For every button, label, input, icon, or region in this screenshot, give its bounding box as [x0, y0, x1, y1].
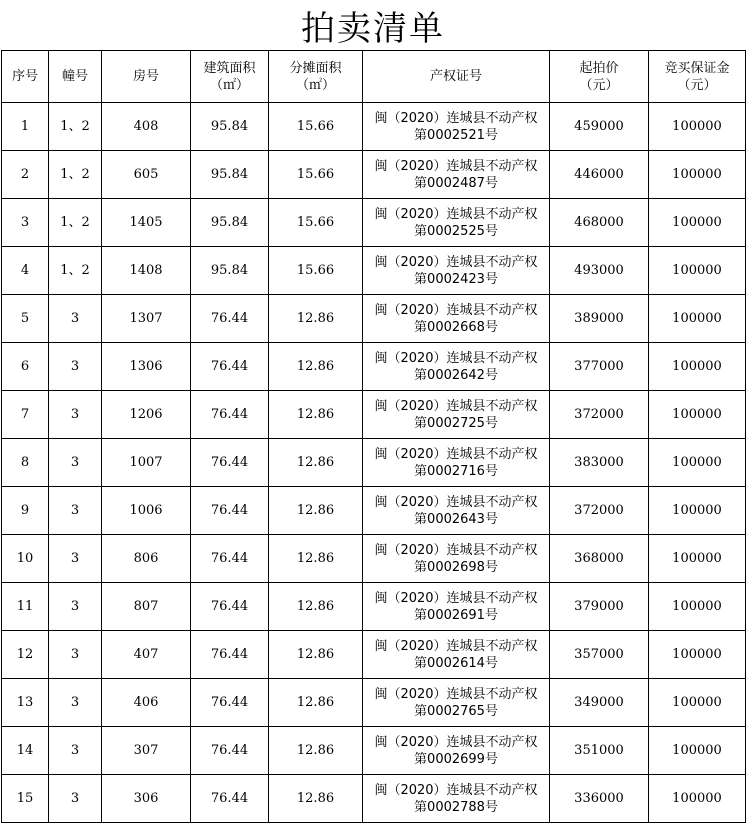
- cell-building: 1、2: [49, 247, 102, 295]
- cell-seq: 6: [2, 343, 49, 391]
- cell-building: 3: [49, 535, 102, 583]
- cell-area: 76.44: [191, 295, 269, 343]
- header-area-label: 建筑面积: [203, 60, 256, 76]
- cell-cert: [363, 439, 550, 487]
- cert-line-2: 第0002725号: [414, 415, 498, 431]
- cell-cert: [363, 631, 550, 679]
- cell-area: 76.44: [191, 727, 269, 775]
- cert-line-1: 闽（2020）连城县不动产权: [374, 734, 538, 750]
- cert-line-1: 闽（2020）连城县不动产权: [374, 206, 538, 222]
- cell-area: 76.44: [191, 583, 269, 631]
- cert-line-1: 闽（2020）连城县不动产权: [374, 590, 538, 606]
- header-room: 房号: [102, 51, 191, 103]
- cell-seq: 7: [2, 391, 49, 439]
- cell-room: 307: [102, 727, 191, 775]
- cell-cert: [363, 391, 550, 439]
- cell-seq: 12: [2, 631, 49, 679]
- header-price-unit: （元）: [579, 77, 619, 93]
- cell-price: 493000: [550, 247, 649, 295]
- cert-line-2: 第0002521号: [414, 127, 498, 143]
- table-row: [2, 583, 746, 631]
- cell-building: 3: [49, 391, 102, 439]
- cell-seq: 1: [2, 103, 49, 151]
- cell-cert: [363, 679, 550, 727]
- cell-room: 1408: [102, 247, 191, 295]
- cell-area: 76.44: [191, 391, 269, 439]
- table-body: [2, 103, 746, 823]
- cert-line-2: 第0002699号: [414, 751, 498, 767]
- cell-building: 3: [49, 343, 102, 391]
- cell-cert: [363, 103, 550, 151]
- header-shared-unit: （㎡）: [295, 77, 335, 93]
- table-row: [2, 151, 746, 199]
- cert-line-1: 闽（2020）连城县不动产权: [374, 638, 538, 654]
- cell-cert: [363, 199, 550, 247]
- cell-deposit: 100000: [649, 487, 746, 535]
- cell-area: 76.44: [191, 775, 269, 823]
- cell-room: 605: [102, 151, 191, 199]
- cell-price: 459000: [550, 103, 649, 151]
- cell-shared: 12.86: [269, 727, 363, 775]
- cell-shared: 12.86: [269, 679, 363, 727]
- cell-room: 1405: [102, 199, 191, 247]
- cell-seq: 13: [2, 679, 49, 727]
- cert-line-1: 闽（2020）连城县不动产权: [374, 254, 538, 270]
- cell-price: 372000: [550, 487, 649, 535]
- cell-room: 1007: [102, 439, 191, 487]
- cell-shared: 12.86: [269, 583, 363, 631]
- table-row: [2, 391, 746, 439]
- cell-area: 76.44: [191, 487, 269, 535]
- cell-cert: [363, 487, 550, 535]
- header-deposit: [649, 51, 746, 103]
- cell-deposit: 100000: [649, 775, 746, 823]
- cell-seq: 4: [2, 247, 49, 295]
- cell-seq: 5: [2, 295, 49, 343]
- cell-seq: 15: [2, 775, 49, 823]
- cell-price: 368000: [550, 535, 649, 583]
- header-building: 幢号: [49, 51, 102, 103]
- cell-shared: 15.66: [269, 247, 363, 295]
- cell-building: 1、2: [49, 199, 102, 247]
- cell-shared: 12.86: [269, 775, 363, 823]
- cell-room: 807: [102, 583, 191, 631]
- cert-line-1: 闽（2020）连城县不动产权: [374, 350, 538, 366]
- cell-area: 76.44: [191, 631, 269, 679]
- cell-shared: 12.86: [269, 487, 363, 535]
- cell-shared: 12.86: [269, 631, 363, 679]
- cell-room: 806: [102, 535, 191, 583]
- cell-building: 3: [49, 295, 102, 343]
- cert-line-1: 闽（2020）连城县不动产权: [374, 494, 538, 510]
- cell-deposit: 100000: [649, 103, 746, 151]
- cell-deposit: 100000: [649, 631, 746, 679]
- cell-price: 383000: [550, 439, 649, 487]
- cell-building: 3: [49, 487, 102, 535]
- cert-line-1: 闽（2020）连城县不动产权: [374, 398, 538, 414]
- cell-price: 377000: [550, 343, 649, 391]
- header-area: [191, 51, 269, 103]
- cell-seq: 8: [2, 439, 49, 487]
- cert-line-1: 闽（2020）连城县不动产权: [374, 542, 538, 558]
- cell-building: 3: [49, 439, 102, 487]
- cell-building: 3: [49, 727, 102, 775]
- header-deposit-unit: （元）: [677, 77, 717, 93]
- table-row: [2, 535, 746, 583]
- cell-seq: 11: [2, 583, 49, 631]
- table-row: [2, 487, 746, 535]
- cell-shared: 12.86: [269, 295, 363, 343]
- cell-price: 379000: [550, 583, 649, 631]
- cert-line-2: 第0002642号: [414, 367, 498, 383]
- cell-cert: [363, 295, 550, 343]
- cell-shared: 15.66: [269, 151, 363, 199]
- cell-price: 389000: [550, 295, 649, 343]
- cell-room: 407: [102, 631, 191, 679]
- cell-area: 95.84: [191, 247, 269, 295]
- auction-table: [1, 50, 746, 823]
- cell-building: 3: [49, 775, 102, 823]
- table-row: [2, 439, 746, 487]
- cell-area: 95.84: [191, 199, 269, 247]
- cell-deposit: 100000: [649, 391, 746, 439]
- cell-seq: 2: [2, 151, 49, 199]
- cell-deposit: 100000: [649, 439, 746, 487]
- cert-line-1: 闽（2020）连城县不动产权: [374, 686, 538, 702]
- cell-room: 1306: [102, 343, 191, 391]
- cell-area: 76.44: [191, 439, 269, 487]
- cell-deposit: 100000: [649, 583, 746, 631]
- cell-room: 306: [102, 775, 191, 823]
- cell-deposit: 100000: [649, 343, 746, 391]
- cell-room: 1307: [102, 295, 191, 343]
- header-deposit-label: 竞买保证金: [664, 60, 730, 76]
- cell-cert: [363, 247, 550, 295]
- cell-room: 408: [102, 103, 191, 151]
- cell-cert: [363, 151, 550, 199]
- cell-price: 468000: [550, 199, 649, 247]
- cell-cert: [363, 775, 550, 823]
- cell-room: 406: [102, 679, 191, 727]
- cert-line-2: 第0002765号: [414, 703, 498, 719]
- cell-deposit: 100000: [649, 679, 746, 727]
- cell-price: 446000: [550, 151, 649, 199]
- cell-room: 1206: [102, 391, 191, 439]
- header-shared-label: 分摊面积: [289, 60, 342, 76]
- cert-line-2: 第0002525号: [414, 223, 498, 239]
- cell-area: 76.44: [191, 679, 269, 727]
- cert-line-1: 闽（2020）连城县不动产权: [374, 782, 538, 798]
- cert-line-2: 第0002716号: [414, 463, 498, 479]
- cell-deposit: 100000: [649, 151, 746, 199]
- cert-line-1: 闽（2020）连城县不动产权: [374, 158, 538, 174]
- table-row: [2, 247, 746, 295]
- cell-shared: 12.86: [269, 343, 363, 391]
- cell-shared: 15.66: [269, 103, 363, 151]
- cert-line-2: 第0002423号: [414, 271, 498, 287]
- cell-building: 1、2: [49, 151, 102, 199]
- table-row: [2, 295, 746, 343]
- cell-deposit: 100000: [649, 247, 746, 295]
- cert-line-1: 闽（2020）连城县不动产权: [374, 302, 538, 318]
- cell-seq: 3: [2, 199, 49, 247]
- cell-price: 351000: [550, 727, 649, 775]
- cert-line-1: 闽（2020）连城县不动产权: [374, 446, 538, 462]
- header-cert: 产权证号: [363, 51, 550, 103]
- cell-price: 372000: [550, 391, 649, 439]
- cell-cert: [363, 535, 550, 583]
- cert-line-2: 第0002788号: [414, 799, 498, 815]
- table-row: [2, 775, 746, 823]
- table-row: [2, 199, 746, 247]
- header-price-label: 起拍价: [579, 60, 619, 76]
- cell-seq: 9: [2, 487, 49, 535]
- cell-area: 95.84: [191, 151, 269, 199]
- header-seq: 序号: [2, 51, 49, 103]
- cert-line-2: 第0002691号: [414, 607, 498, 623]
- header-price: [550, 51, 649, 103]
- table-row: [2, 343, 746, 391]
- cell-deposit: 100000: [649, 295, 746, 343]
- table-row: [2, 631, 746, 679]
- cell-deposit: 100000: [649, 199, 746, 247]
- cell-price: 349000: [550, 679, 649, 727]
- cell-price: 357000: [550, 631, 649, 679]
- cert-line-1: 闽（2020）连城县不动产权: [374, 110, 538, 126]
- cell-cert: [363, 583, 550, 631]
- cert-line-2: 第0002614号: [414, 655, 498, 671]
- cell-area: 76.44: [191, 343, 269, 391]
- cell-seq: 14: [2, 727, 49, 775]
- table-row: [2, 679, 746, 727]
- cell-shared: 15.66: [269, 199, 363, 247]
- header-area-unit: （㎡）: [209, 77, 249, 93]
- cert-line-2: 第0002698号: [414, 559, 498, 575]
- table-row: [2, 727, 746, 775]
- cell-deposit: 100000: [649, 727, 746, 775]
- cell-cert: [363, 727, 550, 775]
- page-title: 拍卖清单: [301, 8, 445, 49]
- cert-line-2: 第0002487号: [414, 175, 498, 191]
- cell-shared: 12.86: [269, 439, 363, 487]
- table-row: [2, 103, 746, 151]
- cell-building: 3: [49, 631, 102, 679]
- cell-shared: 12.86: [269, 535, 363, 583]
- cell-building: 3: [49, 583, 102, 631]
- table-header-row: [2, 51, 746, 103]
- cell-shared: 12.86: [269, 391, 363, 439]
- cert-line-2: 第0002668号: [414, 319, 498, 335]
- cell-cert: [363, 343, 550, 391]
- cell-price: 336000: [550, 775, 649, 823]
- cell-area: 76.44: [191, 535, 269, 583]
- cell-building: 3: [49, 679, 102, 727]
- header-shared: [269, 51, 363, 103]
- cell-building: 1、2: [49, 103, 102, 151]
- cell-deposit: 100000: [649, 535, 746, 583]
- cell-room: 1006: [102, 487, 191, 535]
- cell-seq: 10: [2, 535, 49, 583]
- cell-area: 95.84: [191, 103, 269, 151]
- cert-line-2: 第0002643号: [414, 511, 498, 527]
